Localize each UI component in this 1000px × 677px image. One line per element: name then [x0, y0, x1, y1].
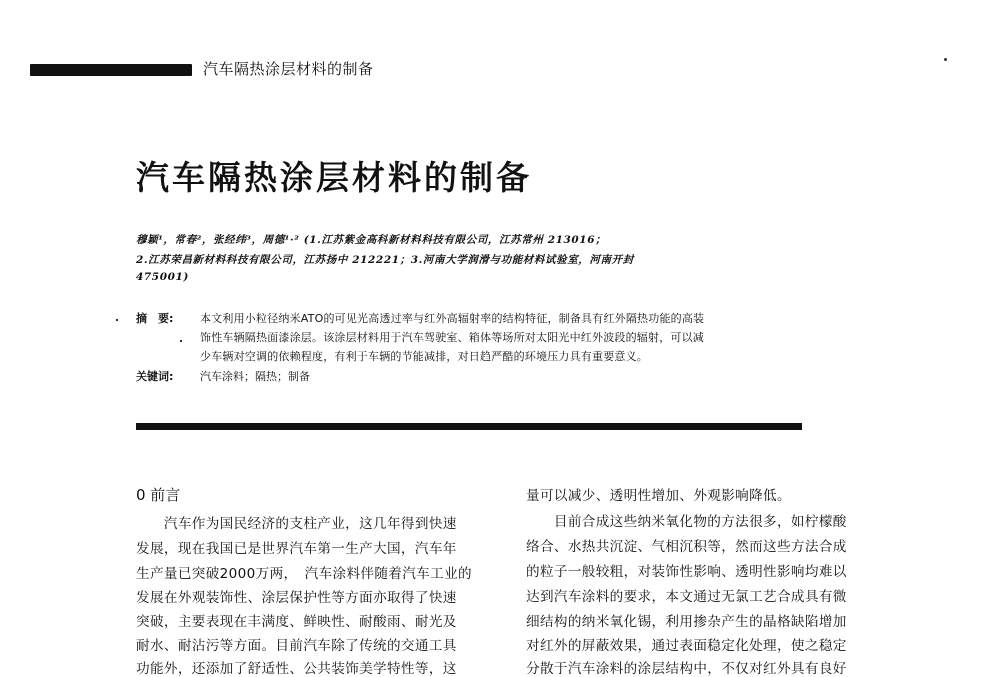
- section-divider: [136, 423, 802, 430]
- right-column-line: 络合、水热共沉淀、气相沉积等，然而这些方法合成: [526, 539, 847, 555]
- article-title: 汽车隔热涂层材料的制备: [136, 158, 532, 197]
- right-column-line: 细结构的纳米氧化锡，利用掺杂产生的晶格缺陷增加: [526, 614, 847, 630]
- abstract-line-3: 少车辆对空调的依赖程度，有利于车辆的节能减排，对日趋严酷的环境压力具有重要意义。: [200, 350, 648, 363]
- section-heading-introduction: 0 前言: [136, 486, 181, 504]
- keywords-text: 汽车涂料；隔热；制备: [200, 370, 310, 383]
- right-column-line: 达到汽车涂料的要求，本文通过无氯工艺合成具有微: [526, 589, 847, 605]
- left-column-line: 汽车作为国民经济的支柱产业，这几年得到快速: [136, 516, 457, 532]
- abstract-line-2: 饰性车辆隔热面漆涂层。该涂层材料用于汽车驾驶室、箱体等场所对太阳光中红外波段的辐射，可以减: [200, 331, 704, 344]
- left-column-line: 耐水、耐沾污等方面。目前汽车除了传统的交通工具: [136, 638, 457, 654]
- left-column-line: 生产量已突破2000万两， 汽车涂料伴随着汽车工业的: [136, 566, 472, 582]
- scan-speck: [944, 58, 947, 61]
- right-column-line: 对红外的屏蔽效果，通过表面稳定化处理，使之稳定: [526, 638, 847, 654]
- authors-line-2: 2.江苏荣昌新材料科技有限公司，江苏扬中 212221；3.河南大学润滑与功能材料试验室，河南开封: [136, 254, 634, 266]
- abstract-line-1: 本文利用小粒径纳米ATO的可见光高透过率与红外高辐射率的结构特征，制备具有红外隔热功能的高装: [200, 312, 705, 325]
- left-column-line: 功能外，还添加了舒适性、公共装饰美学特性等，这: [136, 661, 457, 677]
- left-column-line: 发展在外观装饰性、涂层保护性等方面亦取得了快速: [136, 590, 457, 606]
- running-header-bar: [30, 64, 192, 76]
- scan-speck: [180, 340, 182, 342]
- right-column-line: 目前合成这些纳米氧化物的方法很多，如柠檬酸: [526, 514, 847, 530]
- left-column-line: 突破，主要表现在丰满度、鲜映性、耐酸雨、耐光及: [136, 614, 457, 630]
- authors-line-1: 穆颖¹，常春²，张经纬³，周德¹·² (1.江苏紫金高科新材料科技有限公司，江苏常州 213016；: [136, 234, 607, 246]
- authors-line-3: 475001): [136, 271, 190, 283]
- running-header-title: 汽车隔热涂层材料的制备: [203, 60, 374, 78]
- left-column-line: 发展，现在我国已是世界汽车第一生产大国，汽车年: [136, 541, 457, 557]
- scan-speck: [116, 319, 118, 321]
- right-column-line: 量可以减少、透明性增加、外观影响降低。: [526, 488, 791, 504]
- keywords-label: 关键词:: [136, 370, 174, 383]
- abstract-label: 摘 要:: [136, 312, 174, 325]
- right-column-line: 的粒子一般较粗，对装饰性影响、透明性影响均难以: [526, 564, 847, 580]
- right-column-line: 分散于汽车涂料的涂层结构中，不仅对红外具有良好: [526, 661, 847, 677]
